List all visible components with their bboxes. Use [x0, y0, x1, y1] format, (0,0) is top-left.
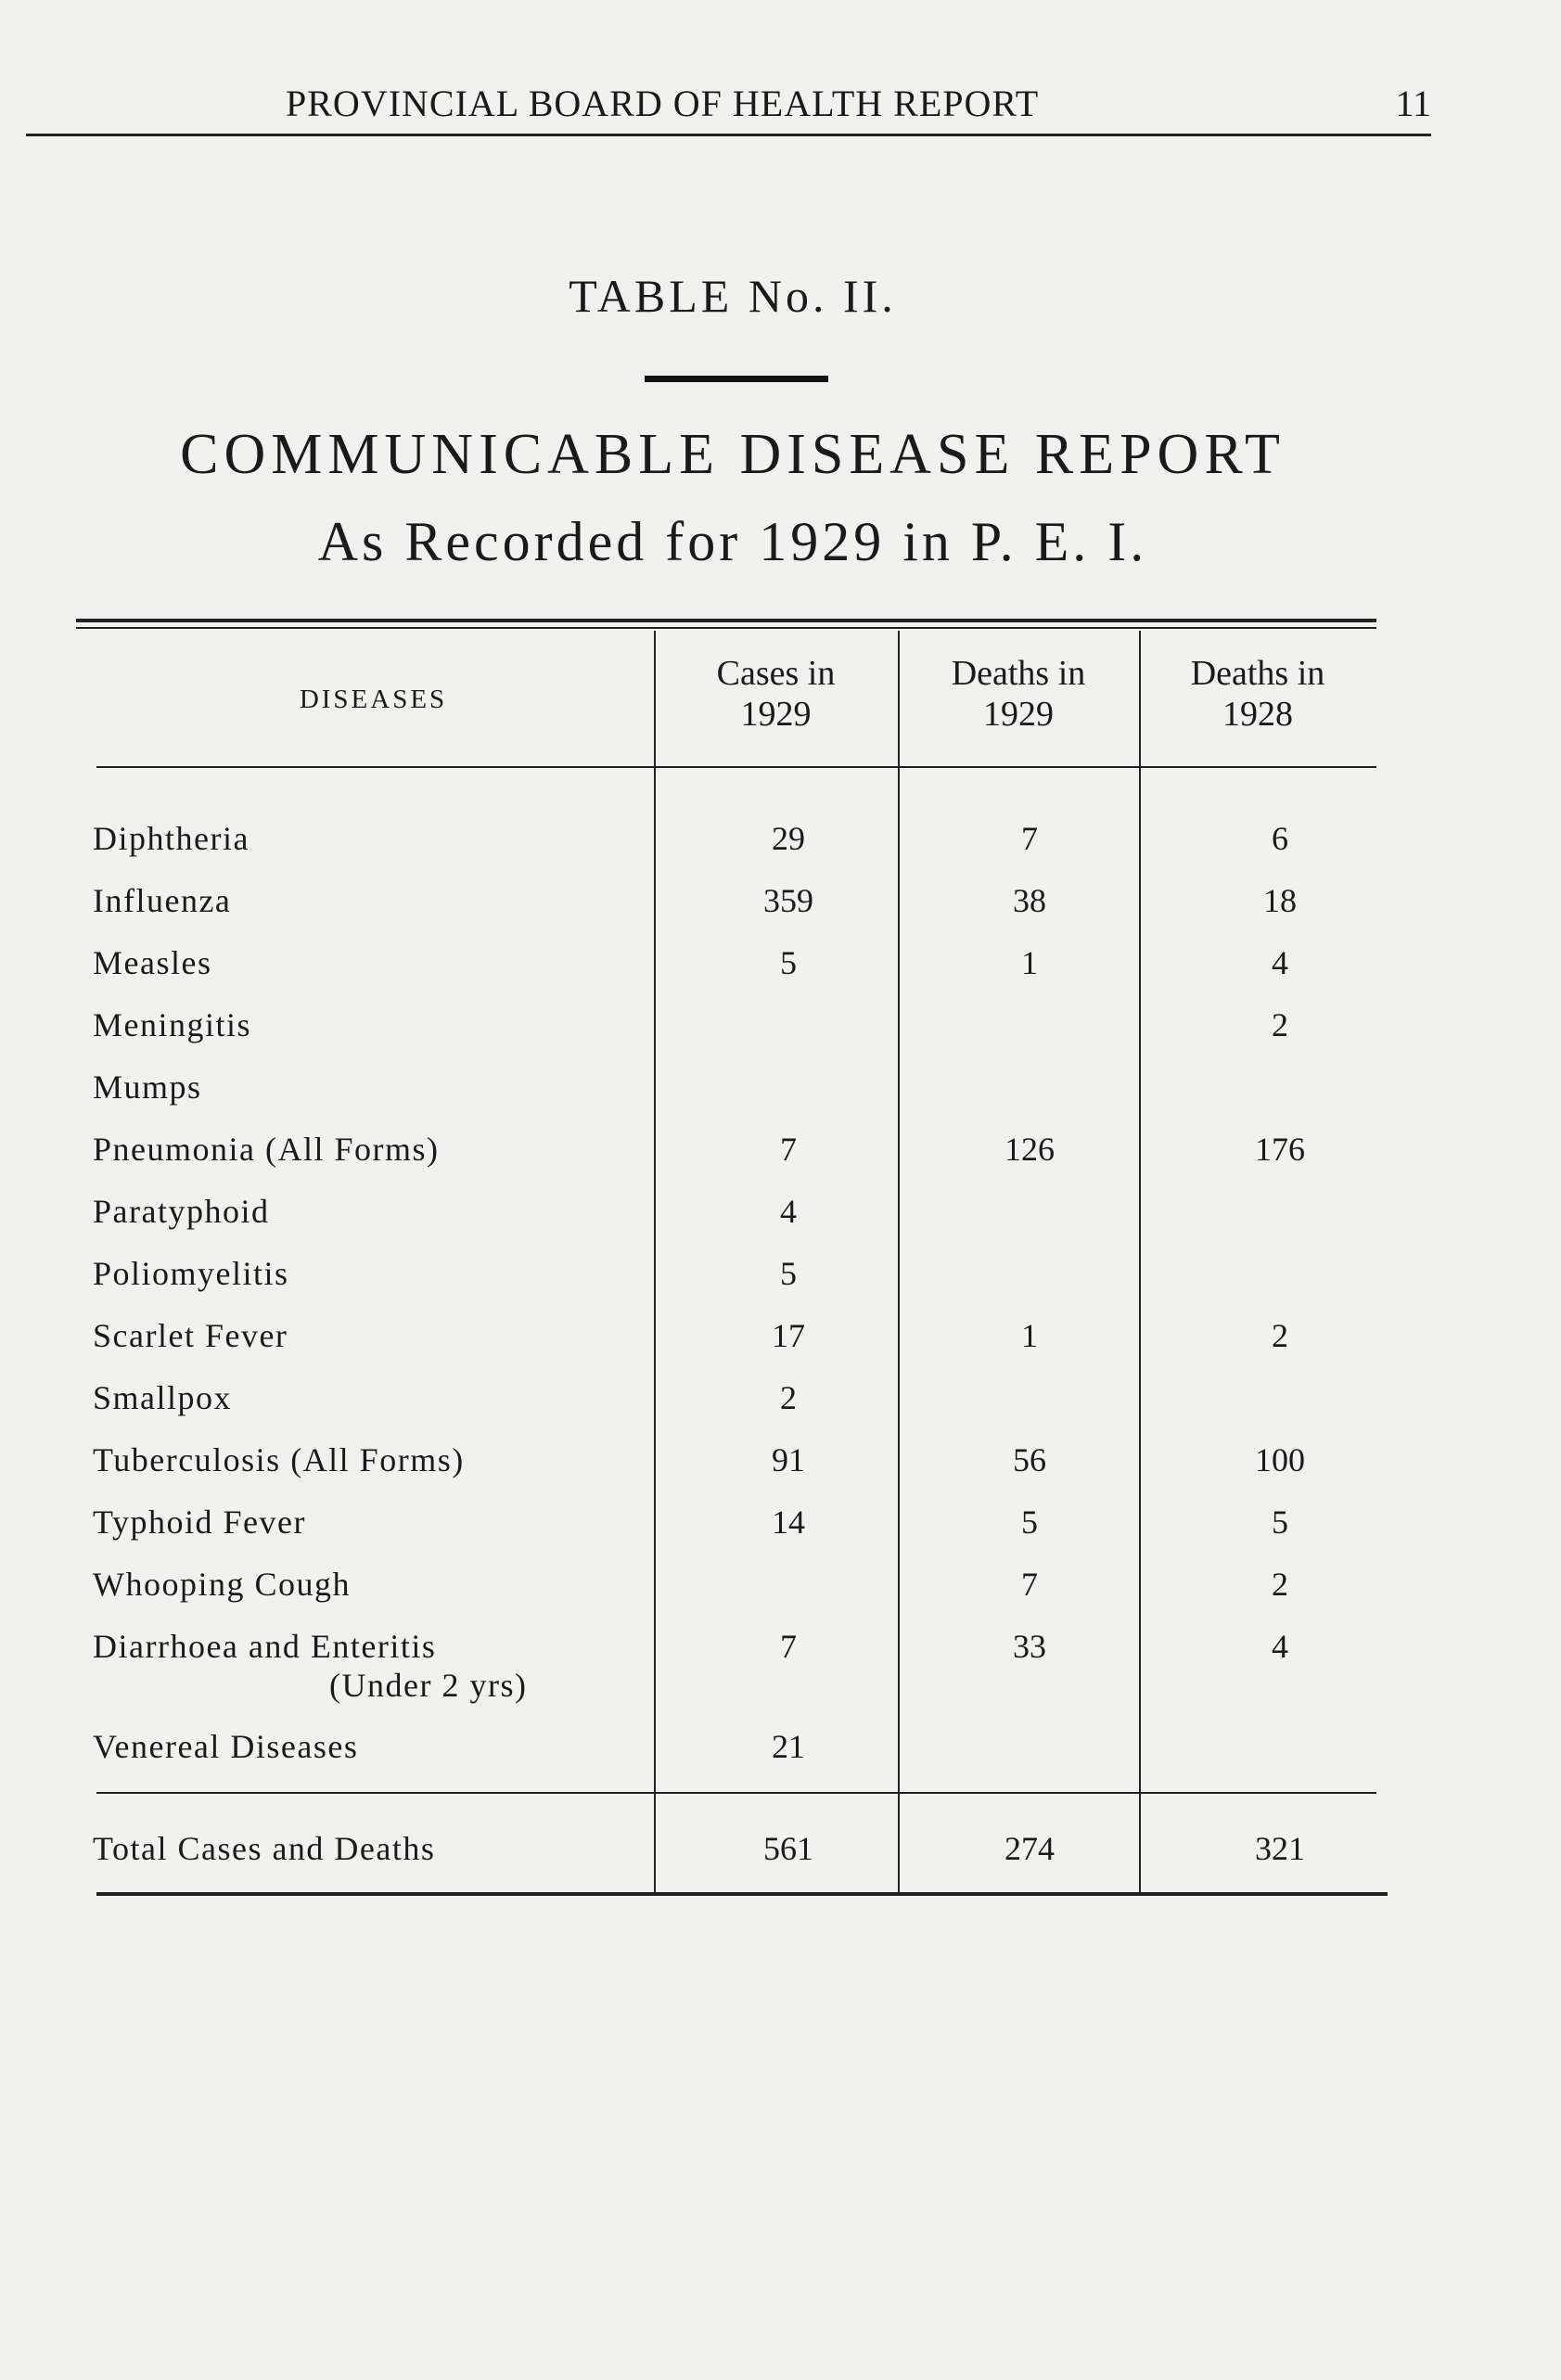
table-row — [0, 1503, 1561, 1558]
cases-1929-cell: 2 — [780, 1379, 797, 1416]
deaths-1928-cell: 6 — [1272, 820, 1288, 857]
deaths-1929-cell: 126 — [1004, 1131, 1055, 1168]
deaths-1928-cell: 18 — [1263, 882, 1297, 919]
cases-1929-cell: 91 — [772, 1441, 805, 1478]
deaths-1929-cell: 7 — [1021, 1566, 1038, 1603]
deaths-1928-cell: 4 — [1272, 1628, 1288, 1665]
header-deaths-1928 — [1139, 653, 1376, 735]
header-cases-1929-line1: Cases in — [716, 654, 836, 693]
header-cases-1929 — [654, 653, 898, 735]
disease-name: Paratyphoid — [93, 1193, 270, 1230]
page-number: 11 — [1395, 83, 1431, 124]
table-row — [0, 1565, 1561, 1620]
deaths-1928-cell: 5 — [1272, 1503, 1288, 1541]
deaths-1929-cell: 1 — [1021, 1317, 1038, 1354]
table-row — [0, 1316, 1561, 1372]
disease-name: Pneumonia (All Forms) — [93, 1131, 440, 1168]
table-row — [0, 1130, 1561, 1185]
cases-1929-cell: 21 — [772, 1728, 805, 1765]
header-deaths-1928-line2: 1928 — [1222, 695, 1293, 734]
deaths-1928-cell: 100 — [1255, 1441, 1305, 1478]
cases-1929-cell: 14 — [772, 1503, 805, 1541]
total-deaths-1929: 274 — [1004, 1830, 1055, 1867]
title-divider — [645, 376, 828, 382]
cases-1929-cell: 29 — [772, 820, 805, 857]
disease-name: Diarrhoea and Enteritis — [93, 1628, 437, 1665]
deaths-1929-cell: 33 — [1013, 1628, 1046, 1665]
table-row — [0, 881, 1561, 937]
deaths-1929-cell: 1 — [1021, 944, 1038, 981]
disease-name: Meningitis — [93, 1006, 252, 1043]
table-row — [0, 1378, 1561, 1434]
deaths-1929-cell: 7 — [1021, 820, 1038, 857]
total-row — [0, 1829, 1561, 1885]
table-top-rule — [76, 619, 1376, 622]
running-head — [26, 82, 1431, 136]
total-label: Total Cases and Deaths — [93, 1830, 436, 1867]
header-cases-1929-line2: 1929 — [740, 695, 812, 734]
cases-1929-cell: 5 — [780, 1255, 797, 1292]
header-deaths-1929 — [898, 653, 1139, 735]
table-top-rule-thin — [76, 627, 1376, 629]
table-row — [0, 1254, 1561, 1310]
running-title: PROVINCIAL BOARD OF HEALTH REPORT — [286, 83, 1040, 124]
table-bottom-rule — [96, 1892, 1388, 1896]
deaths-1928-cell: 2 — [1272, 1006, 1288, 1043]
deaths-1928-cell: 4 — [1272, 944, 1288, 981]
total-top-rule — [96, 1792, 1376, 1794]
disease-name: Typhoid Fever — [93, 1503, 306, 1541]
disease-note: (Under 2 yrs) — [329, 1667, 528, 1704]
header-diseases: DISEASES — [299, 685, 448, 714]
table-row — [0, 1192, 1561, 1248]
disease-name: Influenza — [93, 882, 232, 919]
header-deaths-1929-line2: 1929 — [983, 695, 1054, 734]
cases-1929-cell: 7 — [780, 1628, 797, 1665]
deaths-1928-cell: 2 — [1272, 1566, 1288, 1603]
cases-1929-cell: 5 — [780, 944, 797, 981]
deaths-1929-cell: 56 — [1013, 1441, 1046, 1478]
disease-name: Measles — [93, 944, 212, 981]
deaths-1929-cell: 5 — [1021, 1503, 1038, 1541]
table-row — [0, 1005, 1561, 1061]
page-title: COMMUNICABLE DISEASE REPORT — [180, 423, 1286, 486]
disease-name: Smallpox — [93, 1379, 233, 1416]
table-row — [0, 819, 1561, 875]
header-bottom-rule — [96, 766, 1376, 768]
cases-1929-cell: 359 — [763, 882, 813, 919]
table-number: TABLE No. II. — [569, 270, 897, 322]
disease-name: Tuberculosis (All Forms) — [93, 1441, 465, 1478]
table-row — [0, 1068, 1561, 1123]
disease-name: Venereal Diseases — [93, 1728, 359, 1765]
table-row — [0, 1440, 1561, 1496]
total-deaths-1928: 321 — [1255, 1830, 1305, 1867]
disease-name: Whooping Cough — [93, 1566, 351, 1603]
disease-name: Diphtheria — [93, 820, 250, 857]
deaths-1928-cell: 2 — [1272, 1317, 1288, 1354]
table-row — [0, 943, 1561, 999]
table-row — [0, 1627, 1561, 1704]
deaths-1929-cell: 38 — [1013, 882, 1046, 919]
table-row — [0, 1727, 1561, 1783]
cases-1929-cell: 17 — [772, 1317, 805, 1354]
total-cases-1929: 561 — [763, 1830, 813, 1867]
header-deaths-1928-line1: Deaths in — [1190, 654, 1325, 693]
disease-name: Scarlet Fever — [93, 1317, 288, 1354]
deaths-1928-cell: 176 — [1255, 1131, 1305, 1168]
page-subtitle: As Recorded for 1929 in P. E. I. — [317, 511, 1148, 572]
disease-name: Poliomyelitis — [93, 1255, 289, 1292]
header-deaths-1929-line1: Deaths in — [951, 654, 1086, 693]
disease-name: Mumps — [93, 1068, 202, 1106]
cases-1929-cell: 7 — [780, 1131, 797, 1168]
cases-1929-cell: 4 — [780, 1193, 797, 1230]
